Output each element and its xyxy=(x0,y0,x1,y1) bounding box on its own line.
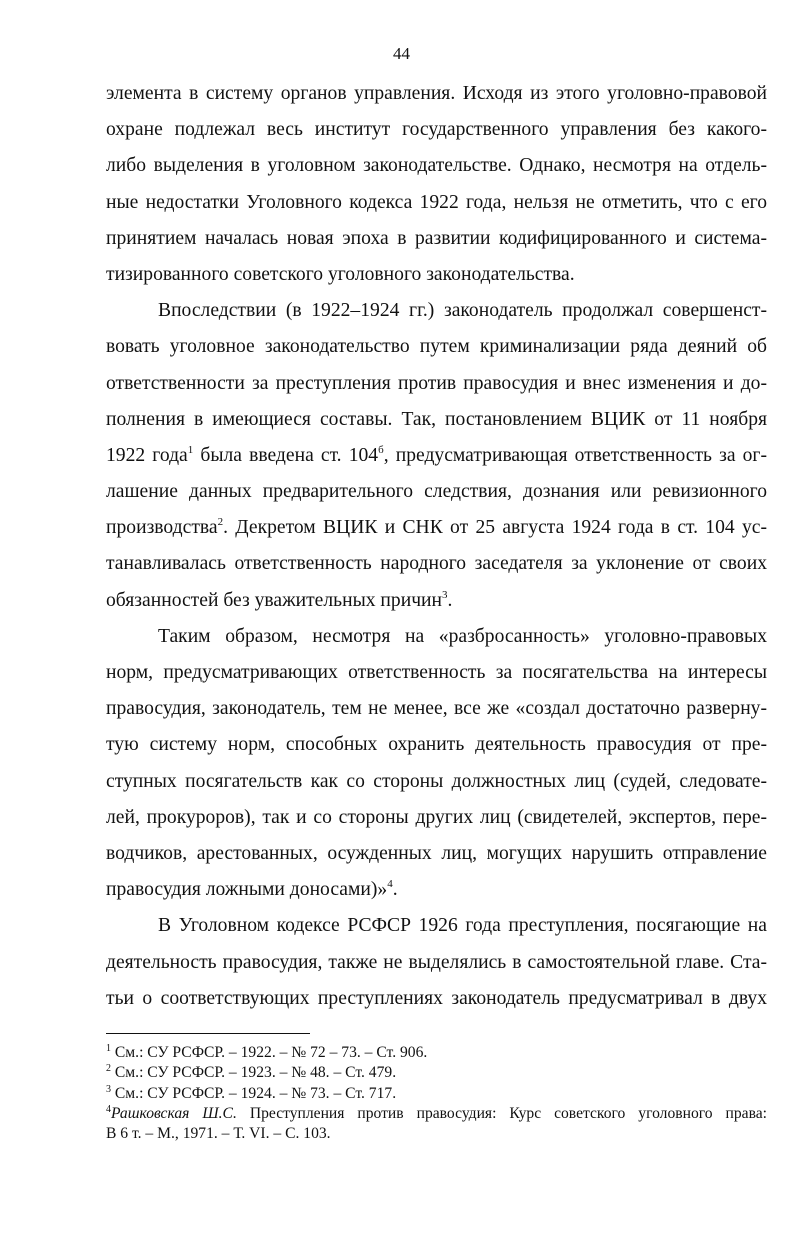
footnote-ref: 1 xyxy=(187,443,194,456)
text-segment: обязанностей без уважительных причин xyxy=(106,589,443,611)
paragraph-last-line xyxy=(106,583,767,619)
footnote-ref: 3 xyxy=(442,588,448,601)
footnotes xyxy=(106,1043,767,1144)
footnote-author: Рашковская Ш.С. xyxy=(111,1104,237,1122)
footnote-text: Преступления против правосудия: Курс советского уголовного права: xyxy=(236,1104,767,1122)
footnote-text: См.: СУ РСФСР. – 1922. – № 72 – 73. – Ст. 906. xyxy=(111,1044,428,1061)
text-segment: . xyxy=(392,879,398,901)
footnote-ref: 2 xyxy=(217,516,224,529)
text-segment: , предусматривающая ответственность за ог- xyxy=(383,444,767,466)
footnote xyxy=(106,1063,767,1083)
text-line-with-footnote-ref xyxy=(106,510,767,546)
text-line: водчиков, арестованных, осужденных лиц, могущих нарушить отправление xyxy=(106,842,767,864)
footnote-number: 2 xyxy=(106,1063,111,1075)
text-line: ные недостатки Уголовного кодекса 1922 года, нельзя не отметить, что с его xyxy=(106,191,767,213)
text-line: ответственности за преступления против правосудия и внес изменения и до- xyxy=(106,372,767,394)
text-line: правосудия, законодатель, тем не менее, все же «создал достаточно разверну- xyxy=(106,698,767,720)
text-segment: правосудия ложными доносами)» xyxy=(106,879,388,901)
text-line-with-footnote-ref xyxy=(106,438,767,474)
footnote xyxy=(106,1084,767,1104)
text-line: либо выделения в уголовном законодательстве. Однако, несмотря на отдель- xyxy=(106,155,767,177)
page-number: 44 xyxy=(393,44,410,63)
text-segment: . Декретом ВЦИК и СНК от 25 августа 1924 года в ст. 104 ус- xyxy=(223,517,767,539)
text-segment: . xyxy=(447,589,453,611)
footnote-continuation: В 6 т. – М., 1971. – Т. VI. – С. 103. xyxy=(106,1125,331,1143)
text-line: принятием началась новая эпоха в развитии кодифицированного и система- xyxy=(106,227,767,249)
text-line: вовать уголовное законодательство путем криминализации ряда деяний об xyxy=(106,336,767,358)
text-line: тую систему норм, способных охранить деятельность правосудия от пре- xyxy=(106,734,767,756)
text-line: полнения в имеющиеся составы. Так, постановлением ВЦИК от 11 ноября xyxy=(106,408,767,430)
footnote-text: См.: СУ РСФСР. – 1923. – № 48. – Ст. 479. xyxy=(111,1064,397,1082)
footnote xyxy=(106,1104,767,1124)
text-segment: была введена ст. 104 xyxy=(193,444,379,466)
footnote-ref: 4 xyxy=(387,878,393,891)
footnote-number: 1 xyxy=(106,1043,111,1054)
footnote-separator xyxy=(106,1033,310,1034)
text-segment: производства xyxy=(106,517,218,539)
superscript-letter: б xyxy=(378,443,384,456)
text-line: норм, предусматривающих ответственность за посягательства на интересы xyxy=(106,662,767,683)
text-line: охране подлежал весь институт государственного управления без какого- xyxy=(106,119,767,141)
paragraph-last-line xyxy=(106,872,767,908)
text-line: элемента в систему органов управления. Исходя из этого уголовно-правовой xyxy=(106,83,767,104)
footnote-number: 4 xyxy=(106,1103,111,1115)
text-line: деятельность правосудия, также не выделялись в самостоятельной главе. Ста- xyxy=(106,951,767,973)
text-line: лашение данных предварительного следствия, дознания или ревизионного xyxy=(106,481,767,503)
paragraph-first-line: Таким образом, несмотря на «разбросанность» уголовно-правовых xyxy=(158,625,767,647)
text-line: ступных посягательств как со стороны должностных лиц (судей, следовате- xyxy=(106,770,767,792)
paragraph-first-line: В Уголовном кодексе РСФСР 1926 года преступления, посягающие на xyxy=(158,915,767,937)
text-segment: 1922 года xyxy=(106,444,188,466)
text-line: лей, прокуроров), так и со стороны других лиц (свидетелей, экспертов, пере- xyxy=(106,806,767,828)
footnote xyxy=(106,1043,767,1063)
paragraph-first-line: Впоследствии (в 1922–1924 гг.) законодатель продолжал совершенст- xyxy=(158,300,767,322)
text-line: танавливалась ответственность народного заседателя за уклонение от своих xyxy=(106,553,767,575)
text-line: тьи о соответствующих преступлениях законодатель предусматривал в двух xyxy=(106,987,767,1009)
footnote-number: 3 xyxy=(106,1083,111,1095)
footnote-text: См.: СУ РСФСР. – 1924. – № 73. – Ст. 717. xyxy=(111,1084,397,1102)
body-text xyxy=(106,76,767,1017)
paragraph-last-line: тизированного советского уголовного законодательства. xyxy=(106,263,575,285)
